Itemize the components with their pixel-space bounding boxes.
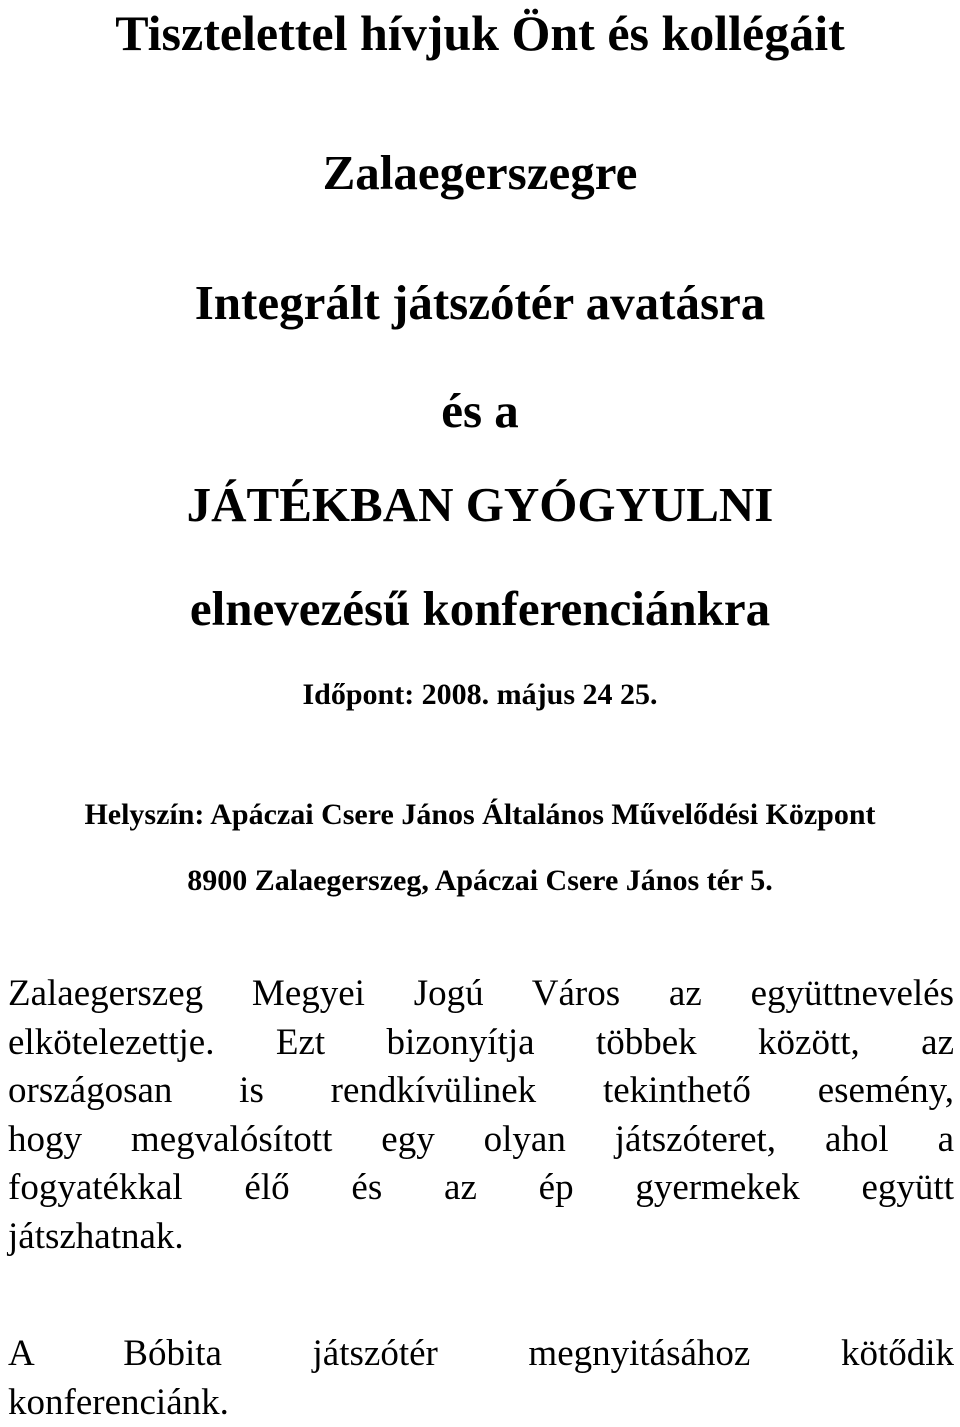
closing-paragraph bbox=[8, 1330, 954, 1427]
paragraph-line: elkötelezettje. Ezt bizonyítja többek között, az bbox=[8, 1019, 954, 1068]
city-heading: Zalaegerszegre bbox=[0, 148, 960, 197]
invitation-title: Tisztelettel hívjuk Önt és kollégáit bbox=[0, 8, 960, 58]
paragraph-line: játszhatnak. bbox=[8, 1213, 954, 1262]
event-heading: Integrált játszótér avatásra bbox=[0, 278, 960, 327]
event-date: Időpont: 2008. május 24 25. bbox=[0, 680, 960, 710]
paragraph-line: országosan is rendkívülinek tekinthető esemény, bbox=[8, 1067, 954, 1116]
conference-suffix-heading: elnevezésű konferenciánkra bbox=[0, 584, 960, 633]
intro-paragraph bbox=[8, 970, 954, 1261]
paragraph-line: A Bóbita játszótér megnyitásához kötődik bbox=[8, 1330, 954, 1379]
event-venue: Helyszín: Apáczai Csere János Általános Művelődési Központ bbox=[0, 800, 960, 830]
paragraph-line: Zalaegerszeg Megyei Jogú Város az együttnevelés bbox=[8, 970, 954, 1019]
paragraph-line: konferenciánk. bbox=[8, 1379, 954, 1427]
and-heading: és a bbox=[0, 386, 960, 435]
paragraph-line: hogy megvalósított egy olyan játszóteret, ahol a bbox=[8, 1116, 954, 1165]
event-address: 8900 Zalaegerszeg, Apáczai Csere János tér 5. bbox=[0, 866, 960, 896]
conference-name-heading: JÁTÉKBAN GYÓGYULNI bbox=[0, 480, 960, 529]
paragraph-line: fogyatékkal élő és az ép gyermekek együtt bbox=[8, 1164, 954, 1213]
